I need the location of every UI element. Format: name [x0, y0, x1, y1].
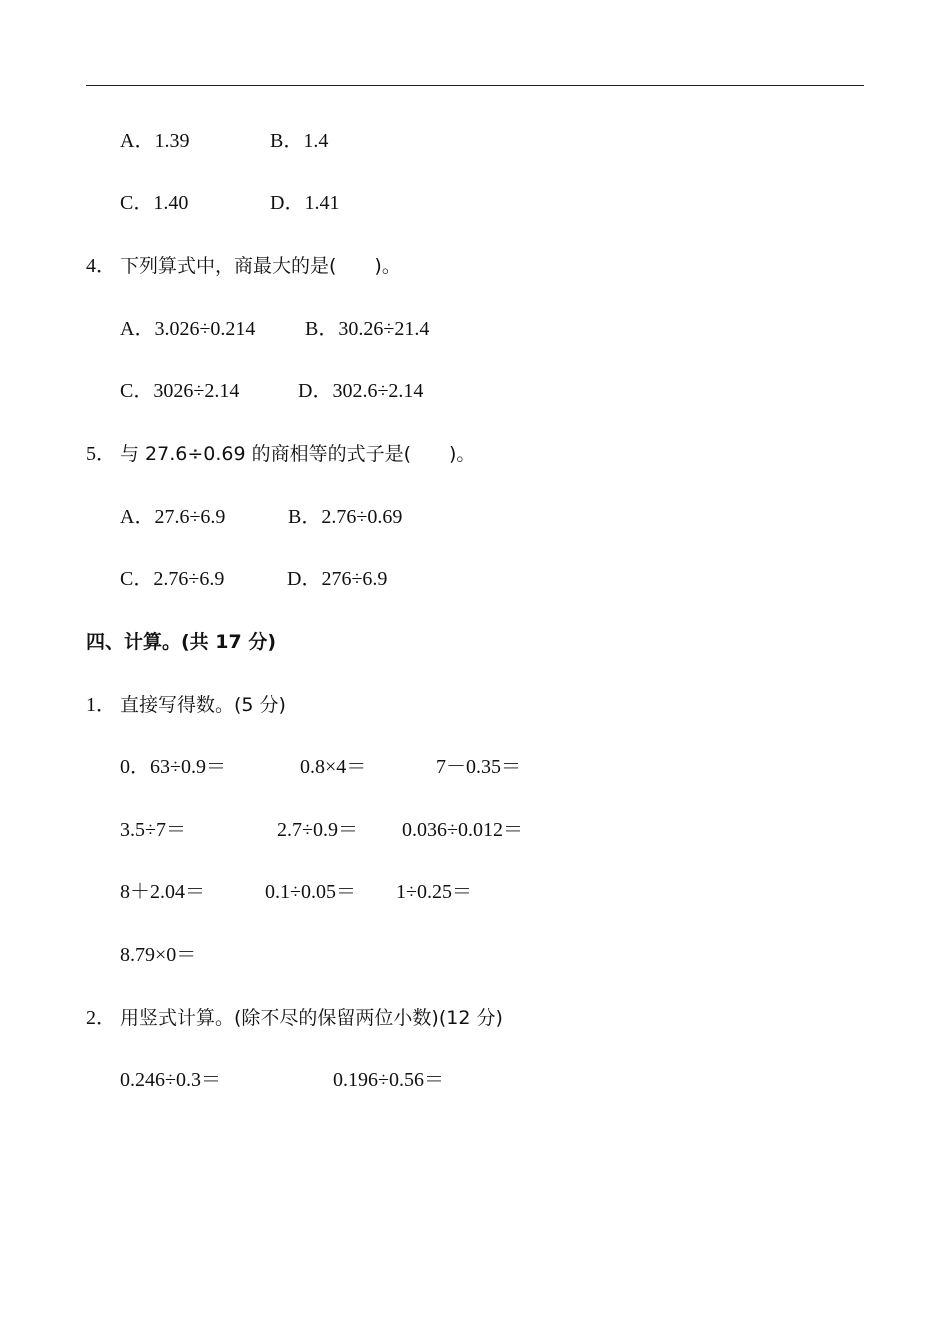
section-heading: 四、计算。(共 17 分) — [86, 631, 277, 653]
long-division-item[interactable]: 0.196÷0.56＝ — [333, 1069, 444, 1091]
q4-option-c[interactable]: C．3026÷2.14 — [120, 380, 240, 402]
q5-number: 5． — [86, 443, 116, 465]
calc-item[interactable]: 8.79×0＝ — [120, 944, 197, 966]
part1-number: 1． — [86, 694, 116, 716]
calc-item[interactable]: 3.5÷7＝ — [120, 819, 186, 841]
part2-title: 用竖式计算。(除不尽的保留两位小数)(12 分) — [120, 1007, 503, 1029]
calc-item[interactable]: 1÷0.25＝ — [396, 881, 472, 903]
long-division-item[interactable]: 0.246÷0.3＝ — [120, 1069, 221, 1091]
q3-option-b[interactable]: B．1.4 — [270, 130, 329, 152]
q3-option-d[interactable]: D．1.41 — [270, 192, 340, 214]
q4-option-d[interactable]: D．302.6÷2.14 — [298, 380, 424, 402]
part2-number: 2． — [86, 1007, 116, 1029]
calc-item[interactable]: 0．63÷0.9＝ — [120, 756, 226, 778]
q4-option-b[interactable]: B．30.26÷21.4 — [305, 318, 430, 340]
q4-option-a[interactable]: A．3.026÷0.214 — [120, 318, 256, 340]
calc-item[interactable]: 8＋2.04＝ — [120, 881, 205, 903]
q4-number: 4． — [86, 255, 116, 277]
calc-item[interactable]: 2.7÷0.9＝ — [277, 819, 358, 841]
part1-title: 直接写得数。(5 分) — [120, 694, 286, 716]
q5-option-a[interactable]: A．27.6÷6.9 — [120, 506, 226, 528]
calc-item[interactable]: 0.1÷0.05＝ — [265, 881, 356, 903]
q3-option-a[interactable]: A．1.39 — [120, 130, 190, 152]
q5-option-c[interactable]: C．2.76÷6.9 — [120, 568, 225, 590]
q5-prompt: 与 27.6÷0.69 的商相等的式子是( )。 — [120, 443, 476, 465]
q5-option-d[interactable]: D．276÷6.9 — [287, 568, 388, 590]
q3-option-c[interactable]: C．1.40 — [120, 192, 189, 214]
calc-item[interactable]: 7－0.35＝ — [436, 756, 521, 778]
header-rule — [86, 85, 864, 86]
calc-item[interactable]: 0.8×4＝ — [300, 756, 367, 778]
calc-item[interactable]: 0.036÷0.012＝ — [402, 819, 523, 841]
q4-prompt: 下列算式中，商最大的是( )。 — [120, 255, 401, 277]
q5-option-b[interactable]: B．2.76÷0.69 — [288, 506, 403, 528]
